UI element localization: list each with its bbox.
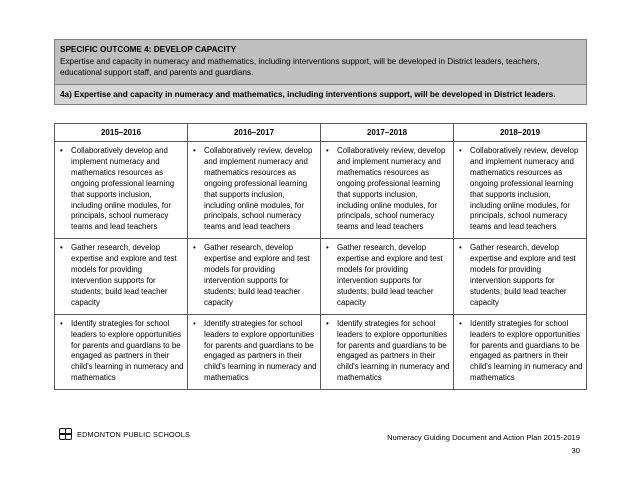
bullet-text: Gather research, develop expertise and explore and test models for providing intervention supports for students; build lead teacher capacity bbox=[470, 243, 576, 307]
bullet-icon: • bbox=[326, 318, 329, 328]
org-name: EDMONTON PUBLIC SCHOOLS bbox=[77, 429, 191, 439]
table-cell bbox=[454, 142, 587, 239]
table-cell bbox=[55, 314, 188, 389]
bullet-item bbox=[60, 146, 184, 233]
bullet-item bbox=[459, 319, 583, 384]
table-cell bbox=[55, 239, 188, 314]
table-cell bbox=[188, 239, 321, 314]
column-header: 2015–2016 bbox=[55, 124, 188, 142]
bullet-item bbox=[326, 146, 450, 233]
bullet-icon: • bbox=[326, 243, 329, 253]
table-header-row bbox=[55, 124, 587, 142]
table-cell bbox=[454, 239, 587, 314]
bullet-text: Gather research, develop expertise and explore and test models for providing intervention supports for students; build lead teacher capacity bbox=[71, 243, 177, 307]
sub-outcome: 4a) Expertise and capacity in numeracy and mathematics, including interventions support, will be developed in District leaders. bbox=[55, 85, 586, 104]
bullet-item bbox=[193, 243, 317, 308]
table-row bbox=[55, 239, 587, 314]
bullet-item bbox=[193, 319, 317, 384]
bullet-icon: • bbox=[459, 146, 462, 155]
bullet-text: Identify strategies for school leaders to explore opportunities for parents and guardians to be engaged as partners in their child's learning in numeracy and mathematics bbox=[470, 318, 583, 383]
table-cell bbox=[188, 314, 321, 389]
bullet-item bbox=[326, 243, 450, 308]
bullet-icon: • bbox=[60, 243, 63, 253]
bullet-icon: • bbox=[60, 318, 63, 328]
bullet-icon: • bbox=[193, 243, 196, 253]
bullet-item bbox=[459, 146, 583, 233]
column-header: 2018–2019 bbox=[454, 124, 587, 142]
table-cell bbox=[321, 142, 454, 239]
bullet-item bbox=[326, 319, 450, 384]
bullet-icon: • bbox=[459, 243, 462, 253]
bullet-text: Identify strategies for school leaders to explore opportunities for parents and guardians to be engaged as partners in their child's learning in numeracy and mathematics bbox=[71, 318, 184, 383]
bullet-text: Collaboratively review, develop and implement numeracy and mathematics resources as ongoing professional learning that supports inclusion, including online modules, for principals, school numeracy teams and lead teachers bbox=[204, 146, 313, 232]
bullet-text: Identify strategies for school leaders to explore opportunities for parents and guardians to be engaged as partners in their child's learning in numeracy and mathematics bbox=[204, 318, 317, 383]
bullet-icon: • bbox=[193, 318, 196, 328]
bullet-text: Collaboratively review, develop and implement numeracy and mathematics resources as ongoing professional learning that supports inclusion, including online modules, for principals, school numeracy teams and lead teachers bbox=[337, 146, 446, 232]
outcome-main bbox=[55, 40, 586, 85]
table-cell bbox=[55, 142, 188, 239]
specific-outcome-box bbox=[54, 39, 587, 105]
bullet-icon: • bbox=[60, 146, 63, 155]
table-row bbox=[55, 142, 587, 239]
table-cell bbox=[321, 314, 454, 389]
footer-logo bbox=[59, 428, 190, 440]
bullet-text: Gather research, develop expertise and explore and test models for providing intervention supports for students; build lead teacher capacity bbox=[204, 243, 310, 307]
bullet-item bbox=[193, 146, 317, 233]
bullet-icon: • bbox=[326, 146, 329, 155]
bullet-text: Collaboratively review, develop and implement numeracy and mathematics resources as ongoing professional learning that supports inclusion, including online modules, for principals, school numeracy teams and lead teachers bbox=[470, 146, 579, 232]
bullet-item bbox=[459, 243, 583, 308]
epsb-logo-icon bbox=[59, 428, 73, 440]
table-cell bbox=[454, 314, 587, 389]
bullet-icon: • bbox=[459, 318, 462, 328]
table-row bbox=[55, 314, 587, 389]
bullet-text: Gather research, develop expertise and explore and test models for providing intervention supports for students; build lead teacher capacity bbox=[337, 243, 443, 307]
document-title: Numeracy Guiding Document and Action Plan 2015-2019 bbox=[387, 433, 580, 442]
page-number: 30 bbox=[571, 446, 580, 455]
bullet-icon: • bbox=[193, 146, 196, 155]
bullet-text: Collaboratively develop and implement numeracy and mathematics resources as ongoing professional learning that supports inclusion, including online modules, for principals, school numeracy teams and lead teachers bbox=[71, 146, 175, 232]
column-header: 2017–2018 bbox=[321, 124, 454, 142]
table-cell bbox=[188, 142, 321, 239]
bullet-item bbox=[60, 243, 184, 308]
bullet-text: Identify strategies for school leaders to explore opportunities for parents and guardians to be engaged as partners in their child's learning in numeracy and mathematics bbox=[337, 318, 450, 383]
outcome-description: Expertise and capacity in numeracy and mathematics, including interventions support, will be developed in District leaders, teachers, educational support staff, and parents and guardians. bbox=[60, 56, 540, 77]
action-plan-table bbox=[54, 123, 587, 390]
bullet-item bbox=[60, 319, 184, 384]
column-header: 2016–2017 bbox=[188, 124, 321, 142]
table-cell bbox=[321, 239, 454, 314]
outcome-title: SPECIFIC OUTCOME 4: DEVELOP CAPACITY bbox=[60, 45, 237, 54]
